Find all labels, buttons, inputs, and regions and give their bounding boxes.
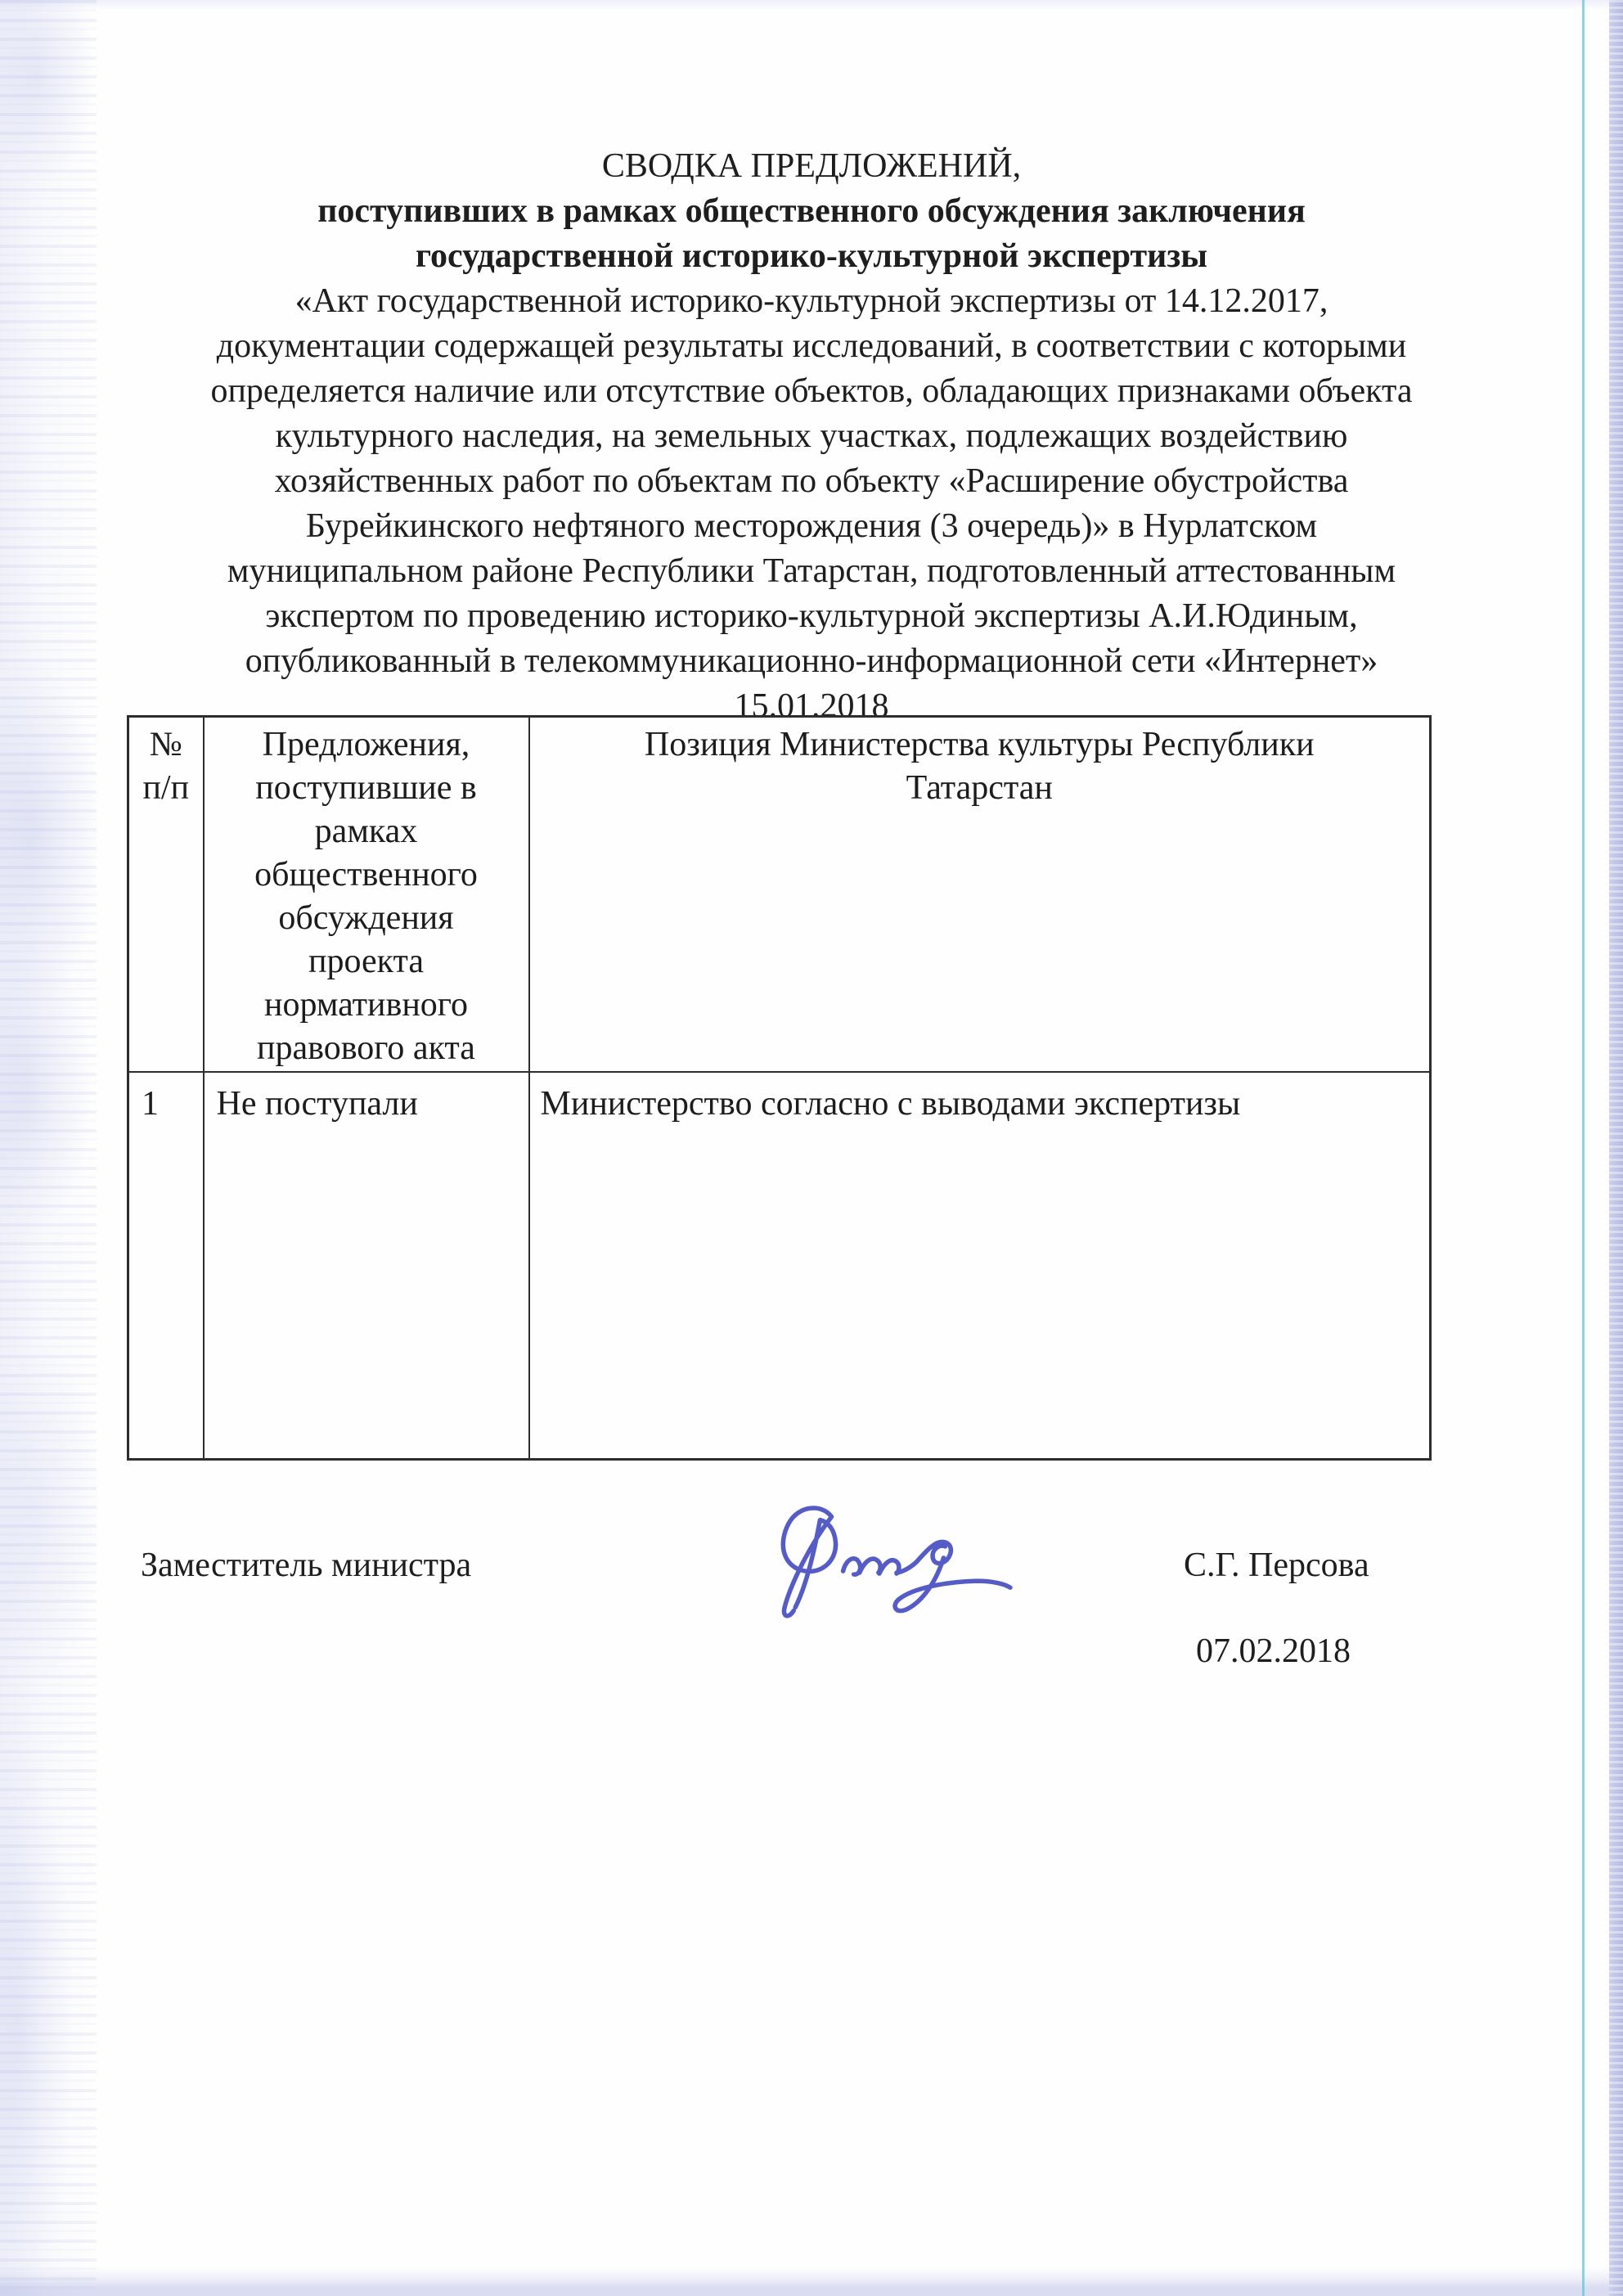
title-line: поступивших в рамках общественного обсуждения заключения	[317, 192, 1306, 230]
document-title-block	[108, 144, 1515, 729]
scan-noise-left-edge	[0, 0, 97, 2296]
title-line: Бурейкинского нефтяного месторождения (3 очередь)» в Нурлатском	[305, 507, 1318, 545]
title-line: хозяйственных работ по объектам по объекту «Расширение обустройства	[274, 462, 1349, 500]
col-header-proposals	[204, 717, 529, 1073]
title-line: экспертом по проведению историко-культурной экспертизы А.И.Юдиным,	[265, 597, 1358, 635]
title-line: опубликованный в телекоммуникационно-информационной сети «Интернет»	[245, 642, 1378, 680]
signature-date: 07.02.2018	[1196, 1632, 1351, 1670]
scan-noise-bottom-edge	[0, 2267, 1623, 2296]
title-line: СВОДКА ПРЕДЛОЖЕНИЙ,	[601, 147, 1022, 185]
title-line: муниципальном районе Республики Татарстан, подготовленный аттестованным	[227, 552, 1396, 590]
signature-ink	[783, 1508, 1010, 1616]
table-header-row	[128, 717, 1431, 1073]
title-line: определяется наличие или отсутствие объектов, обладающих признаками объекта	[210, 372, 1413, 410]
handwritten-signature	[769, 1498, 1016, 1629]
title-line: культурного наследия, на земельных участках, подлежащих воздействию	[275, 417, 1348, 455]
cell-proposals: Не поступали	[204, 1072, 529, 1459]
signatory-name: С.Г. Персова	[1184, 1546, 1369, 1584]
publication-date: 15.01.2018	[734, 687, 889, 725]
col-header-ministry-position	[529, 717, 1431, 1073]
scan-noise-top-edge	[0, 0, 1623, 10]
scan-strip-right-edge	[1609, 0, 1623, 2296]
scan-cyan-line-right	[1582, 0, 1585, 2296]
col-header-row-number	[128, 717, 204, 1073]
cell-row-number: 1	[128, 1072, 204, 1459]
col-header-proposals-text: Предложения, поступившие в рамках общественного обсуждения проекта нормативного правового акта	[254, 726, 478, 1067]
col-header-number-sub: п/п	[142, 769, 190, 807]
col-header-number-sign: №	[149, 726, 182, 763]
signatory-role-label: Заместитель министра	[141, 1546, 472, 1584]
proposals-summary-table	[127, 715, 1432, 1461]
table-row	[128, 1072, 1431, 1459]
title-line: документации содержащей результаты исследований, в соответствии с которыми	[216, 327, 1407, 365]
title-line: государственной историко-культурной экспертизы	[415, 237, 1208, 275]
cell-ministry-position: Министерство согласно с выводами экспертизы	[529, 1072, 1431, 1459]
title-line: «Акт государственной историко-культурной экспертизы от 14.12.2017,	[294, 282, 1329, 320]
col-header-ministry-position-text: Позиция Министерства культуры Республики Татарстан	[644, 726, 1315, 807]
